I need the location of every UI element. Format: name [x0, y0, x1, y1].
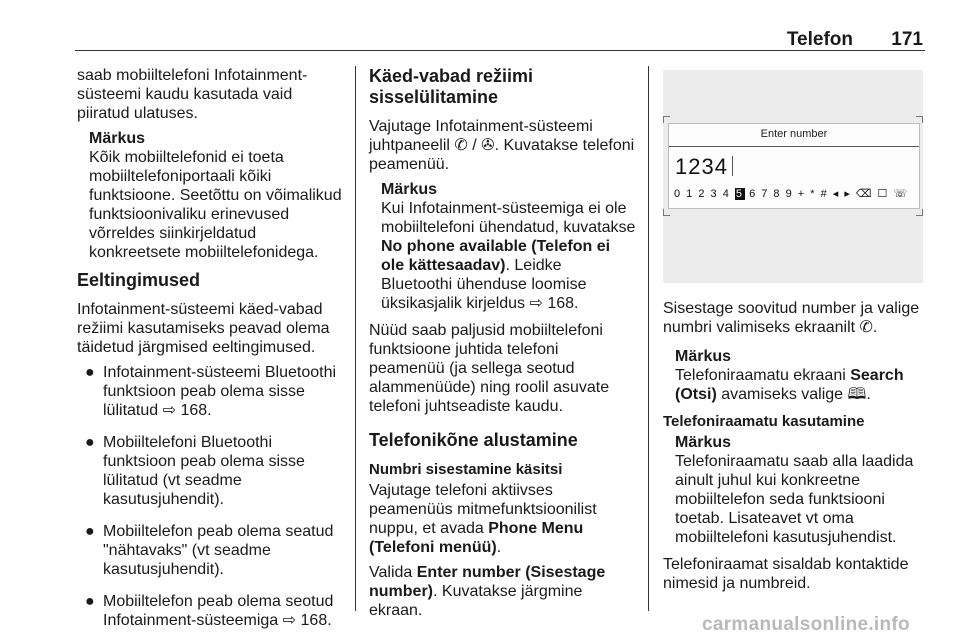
heading-call: Telefonikõne alustamine [369, 430, 578, 450]
column-1 [77, 66, 345, 643]
page-number: 171 [891, 29, 923, 50]
ui-term: Phone Menu (Telefoni menüü) [369, 520, 584, 556]
note-title: Märkus [675, 348, 732, 365]
phonebook-icon: 🕮 [847, 386, 867, 403]
note-text: Telefoniraamatu ekraani Search (Otsi) avamiseks valige 🕮. [675, 367, 904, 403]
watermark-text: carmanualsonline.info [702, 614, 910, 635]
page-ref-arrow-icon: ⇨ [162, 402, 177, 419]
subheading-manual: Numbri sisestamine käsitsi [369, 461, 563, 478]
bullet-icon: ● [85, 523, 95, 540]
column-divider-1 [355, 66, 356, 611]
note-title: Märkus [675, 434, 732, 451]
bullet-icon: ● [85, 364, 95, 381]
bullet-icon: ● [85, 593, 95, 610]
heading-eeltingimused: Eeltingimused [77, 270, 201, 290]
note-text: Kui Infotainment-süsteemiga ei ole mobiiltelefoni ühendatud, kuvatakse No phone available (Telefon ei ole kättesaadav). Leidke Bluetoothi ühenduse loomise üksikasjalik kirjeldus ⇨ 168. [381, 200, 636, 312]
list-item: ● Mobiiltelefoni Bluetoothi funktsioon peab olema sisse lülitatud (vt seadme kasutusjuhendit). [85, 434, 305, 508]
note-text: Kõik mobiiltelefonid ei toeta mobiiltelefoniportaali kõiki funktsioone. Seetõttu on võimalikud funktsioonivaliku erinevused võrreldes siinkirjeldatud konkreetsete mobiiltelefonidega. [89, 149, 342, 261]
note-box [675, 347, 931, 404]
note-title: Märkus [89, 130, 146, 147]
screen-divider [669, 146, 919, 147]
prereq-text: Infotainment-süsteemi käed-vabad režiimi kasutamiseks peavad olema täidetud järgmised eeltingimused. [77, 301, 330, 356]
screen-title: Enter number [760, 128, 828, 140]
page-ref-link[interactable]: 168. [300, 612, 332, 629]
display-screen [668, 123, 920, 209]
phonebook-text: Telefoniraamat sisaldab kontaktide nimesid ja numbreid. [663, 556, 909, 592]
subheading-phonebook: Telefoniraamatu kasutamine [663, 413, 865, 430]
number-entry-field: 1234 [675, 155, 733, 179]
ui-term: Search (Otsi) [675, 367, 904, 403]
note-box [89, 129, 345, 262]
manual-text: Vajutage telefoni aktiivses peamenüüs mitmefunktsioonilist nuppu, et avada Phone Menu (Telefoni menüü). [369, 482, 597, 556]
note-box [381, 180, 637, 313]
phone-handset-icon: ✆ [859, 319, 873, 336]
list-item: ● Mobiiltelefon peab olema seotud Infotainment-süsteemiga ⇨ 168. [85, 593, 334, 629]
phone-hangup-icon: ✇ [481, 137, 495, 154]
selected-key: 5 [735, 188, 744, 200]
page-ref-link[interactable]: 168. [180, 402, 212, 419]
functions-text: Nüüd saab paljusid mobiiltelefoni funktsioone juhtida telefoni peamenüü (ja sellega seotud alammenüüde) ning roolil asuvate telefoni juhtseadiste kaudu. [369, 322, 610, 415]
enter-number-text: Valida Enter number (Sisestage number). Kuvatakse järgmine ekraan. [369, 564, 606, 619]
column-divider-2 [648, 66, 649, 611]
column-2 [369, 66, 637, 626]
header-rule [75, 50, 925, 51]
bullet-icon: ● [85, 434, 95, 451]
list-item: ● Mobiiltelefon peab olema seatud "nähtavaks" (vt seadme kasutusjuhendit). [85, 523, 334, 578]
page-header [75, 30, 925, 52]
column-3 [663, 66, 931, 599]
handsfree-text: Vajutage Infotainment-süsteemi juhtpaneelil ✆ / ✇. Kuvatakse telefoni peamenüü. [369, 118, 635, 173]
page-title: Telefon [786, 29, 853, 50]
page-ref-arrow-icon: ⇨ [529, 295, 543, 312]
intro-text: saab mobiiltelefoni Infotainment-süsteemi kaudu kasutada vaid piiratud ulatuses. [77, 67, 308, 122]
heading-handsfree: Käed-vabad režiimi sisselülitamine [369, 66, 534, 107]
speller-keys: 0 1 2 3 4 5 6 7 8 9 + * # ◂ ▸ ⌫ ☐ ☏ [674, 188, 909, 200]
list-item: ● Infotainment-süsteemi Bluetoothi funktsioon peab olema sisse lülitatud ⇨ 168. [85, 364, 337, 419]
ui-term: No phone available (Telefon ei ole kättesaadav) [381, 238, 611, 274]
ui-term: Enter number (Sisestage number) [369, 564, 606, 600]
note-text: Telefoniraamatu saab alla laadida ainult juhul kui konkreetne mobiiltelefon seda funktsiooni toetab. Lisateavet vt oma mobiiltelefoni kasutusjuhendist. [675, 453, 914, 546]
prereq-list [77, 363, 345, 630]
select-number-text: Sisestage soovitud number ja valige numbri valimiseks ekraanilt ✆. [663, 300, 920, 336]
note-title: Märkus [381, 181, 438, 198]
phone-pickup-icon: ✆ [454, 137, 468, 154]
note-box [675, 433, 931, 547]
page-ref-link[interactable]: 168. [547, 295, 579, 312]
enter-number-figure [663, 70, 923, 283]
page-ref-arrow-icon: ⇨ [282, 612, 297, 629]
text-cursor [732, 156, 733, 176]
